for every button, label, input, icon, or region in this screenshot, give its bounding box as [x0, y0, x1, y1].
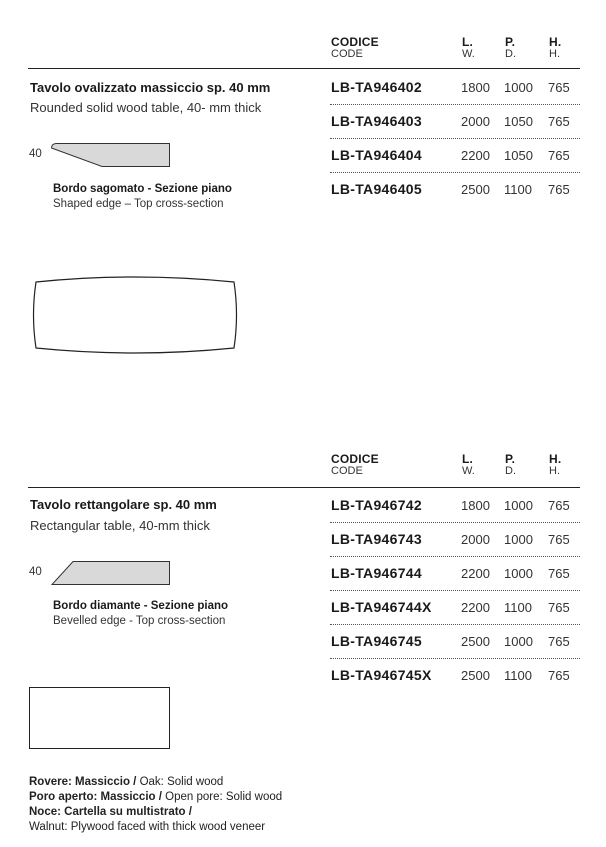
section1-row-height: 765 — [548, 114, 570, 129]
header-width-label-en: W. — [462, 48, 475, 60]
section2-row-height: 765 — [548, 532, 570, 547]
section1-row-height: 765 — [548, 148, 570, 163]
rounded-table-top-shape — [26, 276, 244, 354]
section2-row-height: 765 — [548, 634, 570, 649]
shaped-edge-profile-icon — [50, 140, 174, 170]
row-divider — [330, 104, 580, 105]
row-divider — [330, 172, 580, 173]
header-depth-label: P. — [505, 452, 516, 466]
section2-row-code: LB-TA946744X — [331, 599, 432, 615]
header-depth-label-en: D. — [505, 48, 516, 60]
header-width-label: L. — [462, 35, 474, 49]
section1-row-width: 1800 — [461, 80, 490, 95]
section2-thickness-label: 40 — [29, 566, 42, 578]
section2-row-width: 2000 — [461, 532, 490, 547]
section2-row-depth: 1000 — [504, 532, 533, 547]
section1-row-height: 765 — [548, 182, 570, 197]
row-divider — [330, 522, 580, 523]
header-code-label-en: CODE — [331, 465, 363, 477]
section1-row-code: LB-TA946405 — [331, 181, 422, 197]
materials-note — [29, 775, 589, 835]
section2-row-depth: 1000 — [504, 566, 533, 581]
section2-row-code: LB-TA946745 — [331, 633, 422, 649]
header-height-label-en: H. — [549, 48, 560, 60]
section1-header-rule — [28, 68, 580, 69]
section2-header-rule — [28, 487, 580, 488]
section2-row-depth: 1000 — [504, 498, 533, 513]
rectangular-table-top-shape — [29, 687, 170, 749]
section2-row-code: LB-TA946744 — [331, 565, 422, 581]
section1-row-code: LB-TA946403 — [331, 113, 422, 129]
material-line: Poro aperto: Massiccio / Open pore: Solid wood — [29, 791, 283, 803]
row-divider — [330, 658, 580, 659]
section1-row-depth: 1050 — [504, 148, 533, 163]
bevelled-edge-profile-icon — [50, 558, 174, 588]
section1-row-height: 765 — [548, 80, 570, 95]
row-divider — [330, 624, 580, 625]
section1-row-code: LB-TA946404 — [331, 147, 422, 163]
section1-row-width: 2500 — [461, 182, 490, 197]
section2-row-depth: 1100 — [504, 600, 532, 615]
section1-row-width: 2000 — [461, 114, 490, 129]
section2-subtitle: Rectangular table, 40-mm thick — [30, 518, 210, 533]
header-code-label: CODICE — [331, 35, 379, 49]
section2-row-code: LB-TA946743 — [331, 531, 422, 547]
section2-row-height: 765 — [548, 600, 570, 615]
section1-thickness-label: 40 — [29, 148, 42, 160]
section1-row-width: 2200 — [461, 148, 490, 163]
row-divider — [330, 590, 580, 591]
header-depth-label-en: D. — [505, 465, 516, 477]
section1-row-code: LB-TA946402 — [331, 79, 422, 95]
section2-row-width: 2500 — [461, 668, 490, 683]
row-divider — [330, 556, 580, 557]
section2-row-depth: 1100 — [504, 668, 532, 683]
header-width-label-en: W. — [462, 465, 475, 477]
header-code-label: CODICE — [331, 452, 379, 466]
material-line: Noce: Cartella su multistrato / — [29, 806, 192, 818]
section2-row-code: LB-TA946742 — [331, 497, 422, 513]
section2-row-height: 765 — [548, 668, 570, 683]
section2-edge-subtitle: Bevelled edge - Top cross-section — [53, 615, 226, 627]
header-depth-label: P. — [505, 35, 516, 49]
section2-title: Tavolo rettangolare sp. 40 mm — [30, 497, 217, 512]
header-height-label: H. — [549, 35, 562, 49]
material-line: Walnut: Plywood faced with thick wood veneer — [29, 821, 266, 833]
section2-row-depth: 1000 — [504, 634, 533, 649]
header-code-label-en: CODE — [331, 48, 363, 60]
section1-row-depth: 1000 — [504, 80, 533, 95]
row-divider — [330, 138, 580, 139]
section2-row-width: 1800 — [461, 498, 490, 513]
section1-edge-title: Bordo sagomato - Sezione piano — [53, 183, 232, 195]
section2-row-height: 765 — [548, 566, 570, 581]
section1-row-depth: 1100 — [504, 182, 532, 197]
material-line: Rovere: Massiccio / Oak: Solid wood — [29, 776, 224, 788]
section1-title: Tavolo ovalizzato massiccio sp. 40 mm — [30, 80, 271, 95]
section1-edge-subtitle: Shaped edge – Top cross-section — [53, 198, 224, 210]
section2-row-width: 2200 — [461, 600, 490, 615]
header-width-label: L. — [462, 452, 474, 466]
section2-edge-title: Bordo diamante - Sezione piano — [53, 600, 229, 612]
section2-row-code: LB-TA946745X — [331, 667, 432, 683]
header-height-label-en: H. — [549, 465, 560, 477]
section2-row-height: 765 — [548, 498, 570, 513]
section2-row-width: 2500 — [461, 634, 490, 649]
section1-row-depth: 1050 — [504, 114, 533, 129]
section2-row-width: 2200 — [461, 566, 490, 581]
header-height-label: H. — [549, 452, 562, 466]
section1-subtitle: Rounded solid wood table, 40- mm thick — [30, 100, 262, 115]
